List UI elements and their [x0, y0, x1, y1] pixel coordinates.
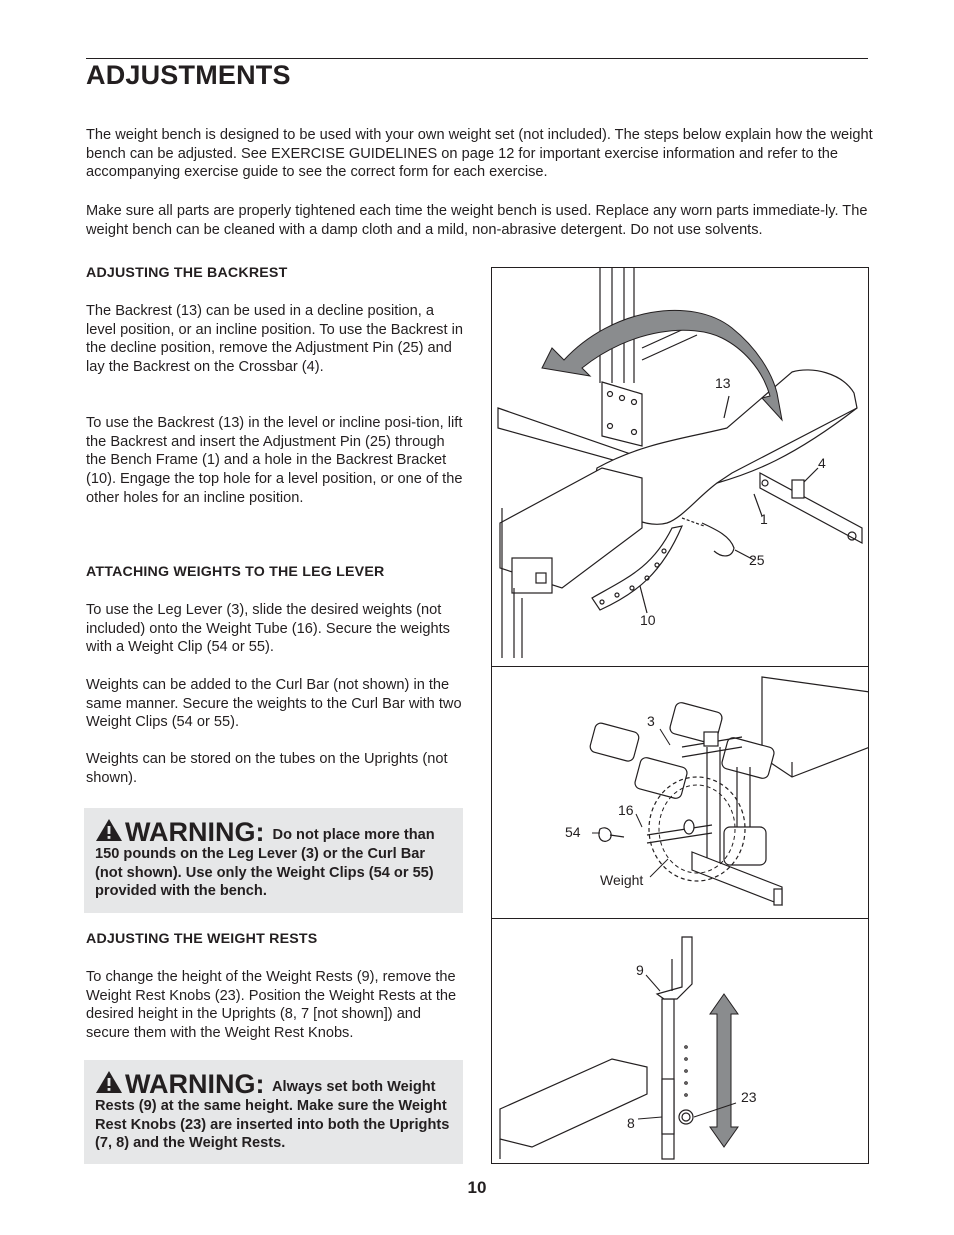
warning-label: WARNING:: [125, 817, 265, 847]
warning-triangle-icon: [95, 818, 123, 842]
weight-rests-illustration: [492, 919, 869, 1164]
callout-label: 16: [618, 802, 634, 818]
backrest-figure: [491, 267, 869, 667]
leg-lever-paragraph-1: To use the Leg Lever (3), slide the desired weights (not included) onto the Weight Tube (16). Secure the weights with a Weight Clip (54 or 55).: [86, 602, 450, 656]
leg-lever-paragraph-3: Weights can be stored on the tubes on the Uprights (not shown).: [86, 751, 448, 786]
callout-label: 8: [627, 1115, 635, 1131]
warning-triangle-icon: [95, 1070, 123, 1094]
page-title: ADJUSTMENTS: [86, 60, 291, 90]
backrest-paragraph-2: To use the Backrest (13) in the level or incline posi-tion, lift the Backrest and insert the Adjustment Pin (25) through the Bench Frame (1) and a hole in the Backrest Bracket (10). Engage the top hole for a level position, or one of the other holes for an incline position.: [86, 415, 463, 506]
warning-label: WARNING:: [125, 1069, 265, 1099]
weight-rests-figure: [491, 918, 869, 1164]
leg-lever-paragraph-2: Weights can be added to the Curl Bar (not shown) in the same manner. Secure the weights to the Curl Bar with two Weight Clips (54 or 55).: [86, 677, 462, 731]
callout-label: 9: [636, 962, 644, 978]
callout-label: 10: [640, 612, 656, 628]
backrest-paragraph-1: The Backrest (13) can be used in a decline position, a level position, or an incline position. To use the Backrest in the decline position, remove the Adjustment Pin (25) and lay the Backrest on the Crossbar (4).: [86, 303, 463, 376]
weight-rests-paragraph-1: To change the height of the Weight Rests (9), remove the Weight Rest Knobs (23). Position the Weight Rests at the desired height in the Uprights (8, 7 [not shown]) and secure them with the Weight Rest Knobs.: [86, 969, 457, 1042]
warning-box-1: [84, 808, 463, 913]
intro-paragraph-1: The weight bench is designed to be used with your own weight set (not included). The steps below explain how the weight bench can be adjusted. See EXERCISE GUIDELINES on page 12 for important exercise information and refer to the accompanying exercise guide to see the correct form for each exercise.: [86, 127, 873, 181]
callout-label: 25: [749, 552, 765, 568]
leg-lever-figure: [491, 666, 869, 919]
top-rule: [86, 58, 868, 59]
callout-label: Weight: [600, 872, 644, 888]
backrest-illustration: [492, 268, 869, 667]
warning-text: Do not place more than 150 pounds on the Leg Lever (3) or the Curl Bar (not shown). Use only the Weight Clips (54 or 55) provided with the bench.: [95, 827, 435, 900]
leg-lever-illustration: [492, 667, 869, 919]
callout-label: 1: [760, 511, 768, 527]
callout-label: 54: [565, 824, 581, 840]
weight-rests-heading: ADJUSTING THE WEIGHT RESTS: [86, 931, 318, 947]
callout-label: 3: [647, 713, 655, 729]
callout-label: 23: [741, 1089, 757, 1105]
callout-label: 13: [715, 375, 731, 391]
height-adjust-arrow: [710, 994, 738, 1147]
leg-lever-heading: ATTACHING WEIGHTS TO THE LEG LEVER: [86, 564, 385, 580]
callout-label: 4: [818, 455, 826, 471]
intro-paragraph-2: Make sure all parts are properly tightened each time the weight bench is used. Replace any worn parts immediate-ly. The weight bench can be cleaned with a damp cloth and a mild, non-abrasive detergent. Do not use solvents.: [86, 203, 868, 238]
rotation-arrow: [542, 310, 782, 420]
warning-box-2: [84, 1060, 463, 1164]
backrest-heading: ADJUSTING THE BACKREST: [86, 265, 288, 281]
warning-text: Always set both Weight Rests (9) at the same height. Make sure the Weight Rest Knobs (23) are inserted into both the Uprights (7, 8) and the Weight Rests.: [95, 1079, 450, 1152]
page-number: 10: [467, 1178, 487, 1197]
